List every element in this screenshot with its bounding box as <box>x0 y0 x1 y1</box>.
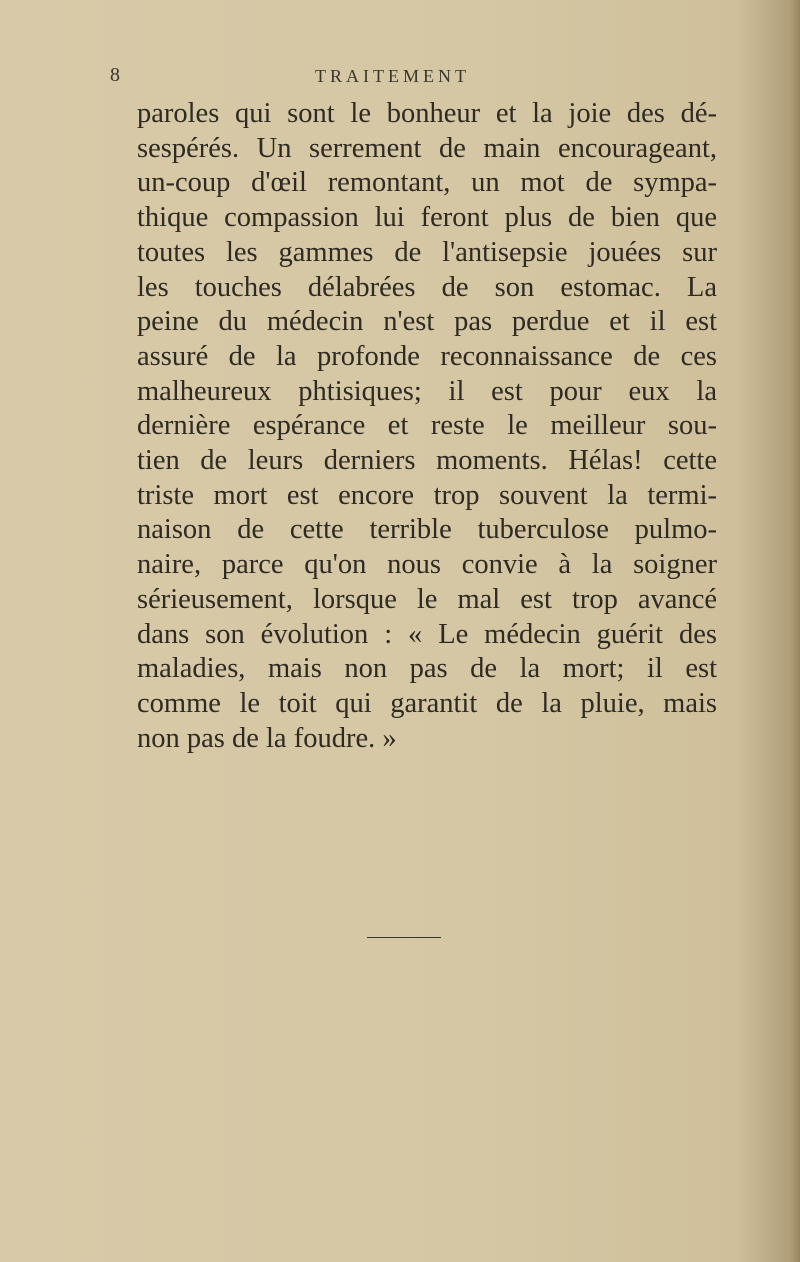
text-line: les touches délabrées de son estomac. La <box>137 271 717 303</box>
section-divider <box>367 937 441 938</box>
text-line: assuré de la profonde reconnaissance de ces <box>137 340 717 372</box>
running-title: TRAITEMENT <box>315 66 470 86</box>
text-line: thique compassion lui feront plus de bien que <box>137 202 717 234</box>
page-edge-shadow <box>790 0 800 1262</box>
text-line: tien de leurs derniers moments. Hélas! cette <box>137 445 717 477</box>
body-paragraph <box>137 97 717 756</box>
text-line: triste mort est encore trop souvent la termi- <box>137 479 717 511</box>
page-number: 8 <box>110 64 120 86</box>
text-line: sérieusement, lorsque le mal est trop avancé <box>137 583 717 615</box>
page-header <box>110 64 710 94</box>
text-line: naire, parce qu'on nous convie à la soigner <box>137 549 717 581</box>
text-line: dernière espérance et reste le meilleur sou- <box>137 410 717 442</box>
text-line: naison de cette terrible tuberculose pulmo- <box>137 514 717 546</box>
text-line: peine du médecin n'est pas perdue et il est <box>137 306 717 338</box>
text-line: paroles qui sont le bonheur et la joie des dé- <box>137 98 717 129</box>
text-line: un-coup d'œil remontant, un mot de sympa- <box>137 167 717 199</box>
text-line: malheureux phtisiques; il est pour eux la <box>137 375 717 407</box>
text-line: dans son évolution : « Le médecin guérit des <box>137 618 717 650</box>
text-line: maladies, mais non pas de la mort; il est <box>137 653 717 685</box>
text-line: comme le toit qui garantit de la pluie, mais <box>137 687 717 719</box>
text-line: toutes les gammes de l'antisepsie jouées sur <box>137 236 717 268</box>
text-line: sespérés. Un serrement de main encourageant, <box>137 132 717 164</box>
text-line: non pas de la foudre. » <box>137 722 397 754</box>
